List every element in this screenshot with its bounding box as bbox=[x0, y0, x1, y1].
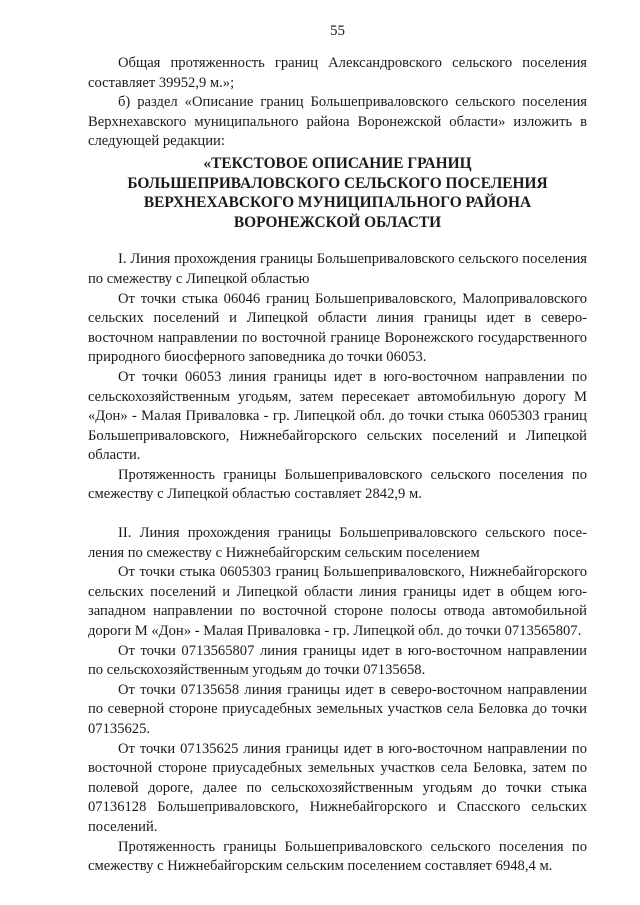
title-line: ВЕРХНЕХАВСКОГО МУНИЦИПАЛЬНОГО РАЙОНА bbox=[143, 194, 532, 212]
section-spacer bbox=[88, 505, 587, 524]
body-paragraph: Протяженность границы Большеприваловского сельского поселения по смежеству с Липецкой областью составляет 2842,9 м. bbox=[88, 466, 587, 503]
page-number: 55 bbox=[330, 23, 345, 39]
document-title bbox=[88, 154, 587, 232]
body-paragraph: От точки 07135658 линия границы идет в северо-восточном направлении по северной стороне приусадебных земельных участков села Беловка до точки 07135625. bbox=[88, 681, 587, 737]
body-paragraph: От точки стыка 06046 границ Большеприваловского, Малоприваловского сельских поселений и Липецкой области линия границы идет в северо-восточном направлении по восточной границе Воронежского государственного природного биосферного заповедника до точки 06053. bbox=[88, 290, 587, 366]
body-paragraph: От точки стыка 0605303 границ Большеприваловского, Нижнебайгорского сельских поселений и Липецкой области линия границы идет в общем юго-западном направлении по восточной стороне полосы отвода автомобильной дороги М «Дон» - Малая Приваловка - гр. Липецкой обл. до точки 0713565807. bbox=[88, 564, 587, 640]
section-heading: II. Линия прохождения границы Большеприваловского сельского поселения по смежеству с Нижнебайгорским сельским поселением bbox=[88, 525, 587, 561]
intro-paragraph: б) раздел «Описание границ Большеприваловского сельского поселения Верхнехавского муниципального района Воронежской области» изложить в следующей редакции: bbox=[88, 94, 587, 150]
title-line: «ТЕКСТОВОЕ ОПИСАНИЕ ГРАНИЦ bbox=[203, 154, 472, 172]
body-paragraph: От точки 07135625 линия границы идет в юго-восточном направлении по восточной стороне приусадебных земельных участков села Беловка, затем по полевой дороге, далее по сельскохозяйственным угодьям до точки стыка 07136128 Большеприваловского, Нижнебайгорского и Спасского сельских поселений. bbox=[88, 740, 587, 835]
document-page bbox=[88, 22, 587, 877]
body-paragraph: От точки 0713565807 линия границы идет в юго-восточном направлении по сельскохозяйственным угодьям до точки 07135658. bbox=[88, 642, 587, 679]
title-line: ВОРОНЕЖСКОЙ ОБЛАСТИ bbox=[233, 213, 442, 231]
body-paragraph: От точки 06053 линия границы идет в юго-восточном направлении по сельскохозяйственным угодьям, затем пересекает автомобильную дорогу М «Дон» - Малая Приваловка - гр. Липецкой обл. до точки стыка 0605303 границ Большеприваловского, Нижнебайгорского сельских поселений и Липецкой области. bbox=[88, 368, 587, 464]
title-line: БОЛЬШЕПРИВАЛОВСКОГО СЕЛЬСКОГО ПОСЕЛЕНИЯ bbox=[127, 174, 548, 192]
intro-paragraph: Общая протяженность границ Александровского сельского поселения составляет 39952,9 м.»; bbox=[88, 55, 587, 91]
body-paragraph: Протяженность границы Большеприваловского сельского поселения по смежеству с Нижнебайгорским сельским поселением составляет 6948,4 м. bbox=[88, 838, 587, 875]
section-heading: I. Линия прохождения границы Большеприваловского сельского поселения по смежеству с Липецкой областью bbox=[88, 251, 587, 287]
